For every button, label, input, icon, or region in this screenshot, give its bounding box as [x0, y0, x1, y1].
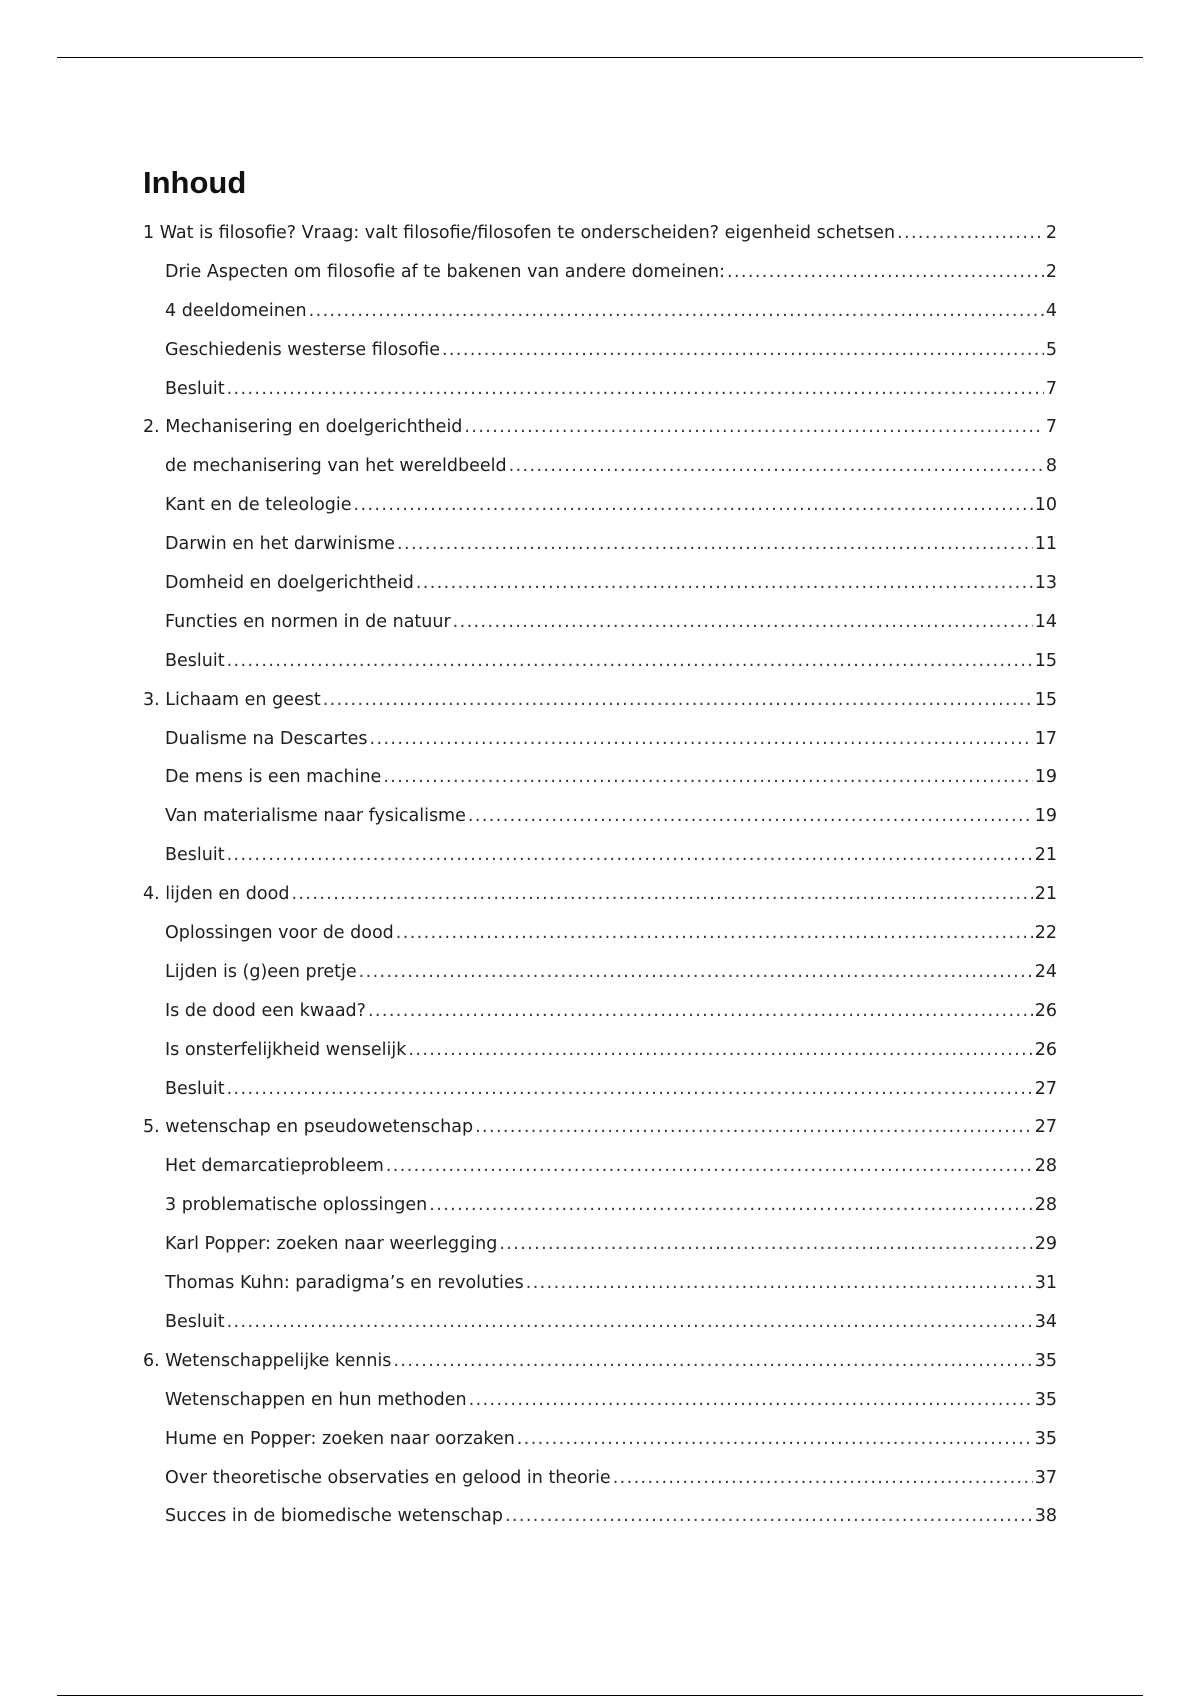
- header-rule: [57, 57, 1143, 58]
- toc-entry[interactable]: [143, 525, 1057, 564]
- toc-entry[interactable]: [143, 1108, 1057, 1147]
- toc-entry-page-number: 34: [1034, 1311, 1057, 1332]
- toc-dot-leader: [469, 1381, 1033, 1420]
- toc-entry-label[interactable]: Darwin en het darwinisme: [165, 534, 396, 555]
- toc-entry-page-number: 10: [1034, 495, 1057, 516]
- toc-entry-page-number: 13: [1034, 573, 1057, 594]
- toc-dot-leader: [309, 292, 1044, 331]
- toc-entry-label[interactable]: Van materialisme naar fysicalisme: [165, 806, 466, 827]
- toc-entry[interactable]: [143, 875, 1057, 914]
- toc-entry-label[interactable]: Besluit: [165, 650, 225, 671]
- toc-dot-leader: [509, 447, 1044, 486]
- toc-entry-page-number: 35: [1034, 1389, 1057, 1410]
- toc-entry[interactable]: [143, 720, 1057, 759]
- toc-entry[interactable]: [143, 914, 1057, 953]
- toc-entry[interactable]: [143, 797, 1057, 836]
- footer-rule: [57, 1695, 1143, 1696]
- toc-dot-leader: [505, 1497, 1033, 1536]
- toc-entry[interactable]: [143, 331, 1057, 370]
- toc-entry-label[interactable]: Succes in de biomedische wetenschap: [165, 1506, 503, 1527]
- toc-entry-page-number: 28: [1034, 1195, 1057, 1216]
- toc-entry-page-number: 15: [1034, 689, 1057, 710]
- toc-entry-page-number: 19: [1034, 806, 1057, 827]
- toc-entry[interactable]: [143, 447, 1057, 486]
- toc-dot-leader: [323, 681, 1033, 720]
- toc-entry[interactable]: [143, 1264, 1057, 1303]
- toc-entry-label[interactable]: 3 problematische oplossingen: [165, 1195, 428, 1216]
- toc-entry[interactable]: [143, 486, 1057, 525]
- toc-entry[interactable]: [143, 1147, 1057, 1186]
- toc-entry-label[interactable]: 3. Lichaam en geest: [143, 689, 321, 710]
- toc-entry[interactable]: [143, 1342, 1057, 1381]
- toc-entry[interactable]: [143, 214, 1057, 253]
- toc-entry-label[interactable]: Thomas Kuhn: paradigma’s en revoluties: [165, 1273, 524, 1294]
- toc-list: [143, 214, 1057, 1536]
- toc-entry[interactable]: [143, 642, 1057, 681]
- toc-entry-label[interactable]: Is de dood een kwaad?: [165, 1000, 366, 1021]
- toc-entry[interactable]: [143, 1186, 1057, 1225]
- toc-entry-label[interactable]: 2. Mechanisering en doelgerichtheid: [143, 417, 463, 438]
- toc-dot-leader: [227, 1070, 1033, 1109]
- toc-entry-page-number: 38: [1034, 1506, 1057, 1527]
- toc-entry-label[interactable]: Karl Popper: zoeken naar weerlegging: [165, 1234, 498, 1255]
- toc-dot-leader: [396, 914, 1033, 953]
- toc-dot-leader: [368, 992, 1033, 1031]
- toc-dot-leader: [468, 797, 1033, 836]
- toc-entry-page-number: 17: [1034, 728, 1057, 749]
- toc-dot-leader: [897, 214, 1044, 253]
- toc-entry-page-number: 31: [1034, 1273, 1057, 1294]
- toc-entry[interactable]: [143, 408, 1057, 447]
- toc-entry-label[interactable]: Domheid en doelgerichtheid: [165, 573, 414, 594]
- toc-entry-page-number: 5: [1045, 339, 1057, 360]
- toc-entry-page-number: 27: [1034, 1078, 1057, 1099]
- toc-entry[interactable]: [143, 1303, 1057, 1342]
- toc-entry[interactable]: [143, 1031, 1057, 1070]
- toc-dot-leader: [517, 1420, 1033, 1459]
- toc-entry[interactable]: [143, 1497, 1057, 1536]
- toc-entry[interactable]: [143, 603, 1057, 642]
- toc-entry-label[interactable]: 5. wetenschap en pseudowetenschap: [143, 1117, 474, 1138]
- toc-entry-page-number: 35: [1034, 1428, 1057, 1449]
- toc-entry-label[interactable]: Dualisme na Descartes: [165, 728, 368, 749]
- toc-dot-leader: [393, 1342, 1032, 1381]
- toc-entry-page-number: 8: [1045, 456, 1057, 477]
- toc-entry-label[interactable]: Over theoretische observaties en gelood in theorie: [165, 1467, 611, 1488]
- toc-entry[interactable]: [143, 370, 1057, 409]
- toc-entry-label[interactable]: Hume en Popper: zoeken naar oorzaken: [165, 1428, 515, 1449]
- toc-entry-label[interactable]: De mens is een machine: [165, 767, 382, 788]
- toc-entry[interactable]: [143, 1381, 1057, 1420]
- toc-dot-leader: [227, 1303, 1033, 1342]
- toc-dot-leader: [464, 408, 1043, 447]
- toc-entry-label[interactable]: 4 deeldomeinen: [165, 300, 307, 321]
- toc-dot-leader: [727, 253, 1044, 292]
- toc-entry-page-number: 14: [1034, 611, 1057, 632]
- toc-entry-page-number: 27: [1034, 1117, 1057, 1138]
- table-of-contents: [143, 162, 1057, 1536]
- toc-entry-label[interactable]: Lijden is (g)een pretje: [165, 961, 357, 982]
- toc-dot-leader: [383, 758, 1032, 797]
- toc-dot-leader: [354, 486, 1033, 525]
- toc-dot-leader: [227, 370, 1044, 409]
- toc-entry-page-number: 28: [1034, 1156, 1057, 1177]
- toc-entry-label[interactable]: Wetenschappen en hun methoden: [165, 1389, 467, 1410]
- toc-entry-label[interactable]: 6. Wetenschappelijke kennis: [143, 1350, 392, 1371]
- toc-entry[interactable]: [143, 1420, 1057, 1459]
- toc-entry[interactable]: [143, 1225, 1057, 1264]
- toc-entry-page-number: 19: [1034, 767, 1057, 788]
- toc-entry-label[interactable]: de mechanisering van het wereldbeeld: [165, 456, 507, 477]
- toc-dot-leader: [526, 1264, 1033, 1303]
- toc-entry-label[interactable]: 1 Wat is filosofie? Vraag: valt filosofie/filosofen te onderscheiden? eigenheid schetsen: [143, 223, 896, 243]
- toc-entry[interactable]: [143, 564, 1057, 603]
- toc-entry-label[interactable]: Besluit: [165, 845, 225, 866]
- toc-entry-page-number: 15: [1034, 650, 1057, 671]
- toc-dot-leader: [359, 953, 1033, 992]
- toc-entry-page-number: 26: [1034, 1039, 1057, 1060]
- toc-dot-leader: [416, 564, 1033, 603]
- toc-dot-leader: [453, 603, 1033, 642]
- toc-entry-label[interactable]: Is onsterfelijkheid wenselijk: [165, 1039, 407, 1060]
- toc-entry-label[interactable]: Kant en de teleologie: [165, 495, 352, 516]
- toc-entry-label[interactable]: Het demarcatieprobleem: [165, 1156, 384, 1177]
- toc-dot-leader: [499, 1225, 1032, 1264]
- toc-dot-leader: [370, 720, 1033, 759]
- toc-dot-leader: [386, 1147, 1033, 1186]
- toc-entry[interactable]: [143, 681, 1057, 720]
- toc-entry-label[interactable]: Besluit: [165, 1078, 225, 1099]
- toc-entry[interactable]: [143, 836, 1057, 875]
- toc-dot-leader: [429, 1186, 1032, 1225]
- toc-entry[interactable]: [143, 992, 1057, 1031]
- toc-entry[interactable]: [143, 292, 1057, 331]
- toc-entry-page-number: 21: [1034, 845, 1057, 866]
- toc-entry-page-number: 2: [1045, 261, 1057, 282]
- toc-entry-label[interactable]: Besluit: [165, 1311, 225, 1332]
- toc-entry-page-number: 37: [1034, 1467, 1057, 1488]
- toc-entry-label[interactable]: Besluit: [165, 378, 225, 399]
- toc-entry-page-number: 4: [1045, 300, 1057, 321]
- toc-entry-label[interactable]: Functies en normen in de natuur: [165, 611, 451, 632]
- toc-entry[interactable]: [143, 953, 1057, 992]
- toc-entry-page-number: 2: [1045, 223, 1057, 243]
- toc-entry-page-number: 26: [1034, 1000, 1057, 1021]
- toc-entry-page-number: 7: [1045, 417, 1057, 438]
- toc-entry[interactable]: [143, 1459, 1057, 1498]
- toc-dot-leader: [227, 642, 1033, 681]
- toc-entry-page-number: 22: [1034, 923, 1057, 944]
- toc-entry[interactable]: [143, 253, 1057, 292]
- toc-title: Inhoud: [143, 165, 247, 200]
- toc-entry-label[interactable]: Oplossingen voor de dood: [165, 923, 394, 944]
- toc-entry-label[interactable]: Drie Aspecten om filosofie af te bakenen van andere domeinen:: [165, 261, 725, 282]
- toc-entry[interactable]: [143, 1070, 1057, 1109]
- toc-entry-page-number: 11: [1034, 534, 1057, 555]
- toc-dot-leader: [227, 836, 1033, 875]
- toc-dot-leader: [442, 331, 1044, 370]
- toc-entry-page-number: 35: [1034, 1350, 1057, 1371]
- toc-entry-page-number: 21: [1034, 884, 1057, 905]
- toc-entry-page-number: 24: [1034, 961, 1057, 982]
- toc-dot-leader: [408, 1031, 1032, 1070]
- toc-entry[interactable]: [143, 758, 1057, 797]
- toc-dot-leader: [291, 875, 1032, 914]
- toc-entry-page-number: 29: [1034, 1234, 1057, 1255]
- toc-entry-label[interactable]: Geschiedenis westerse filosofie: [165, 339, 440, 360]
- toc-entry-label[interactable]: 4. lijden en dood: [143, 884, 290, 905]
- toc-dot-leader: [475, 1108, 1033, 1147]
- toc-dot-leader: [397, 525, 1033, 564]
- toc-entry-page-number: 7: [1045, 378, 1057, 399]
- toc-dot-leader: [613, 1459, 1033, 1498]
